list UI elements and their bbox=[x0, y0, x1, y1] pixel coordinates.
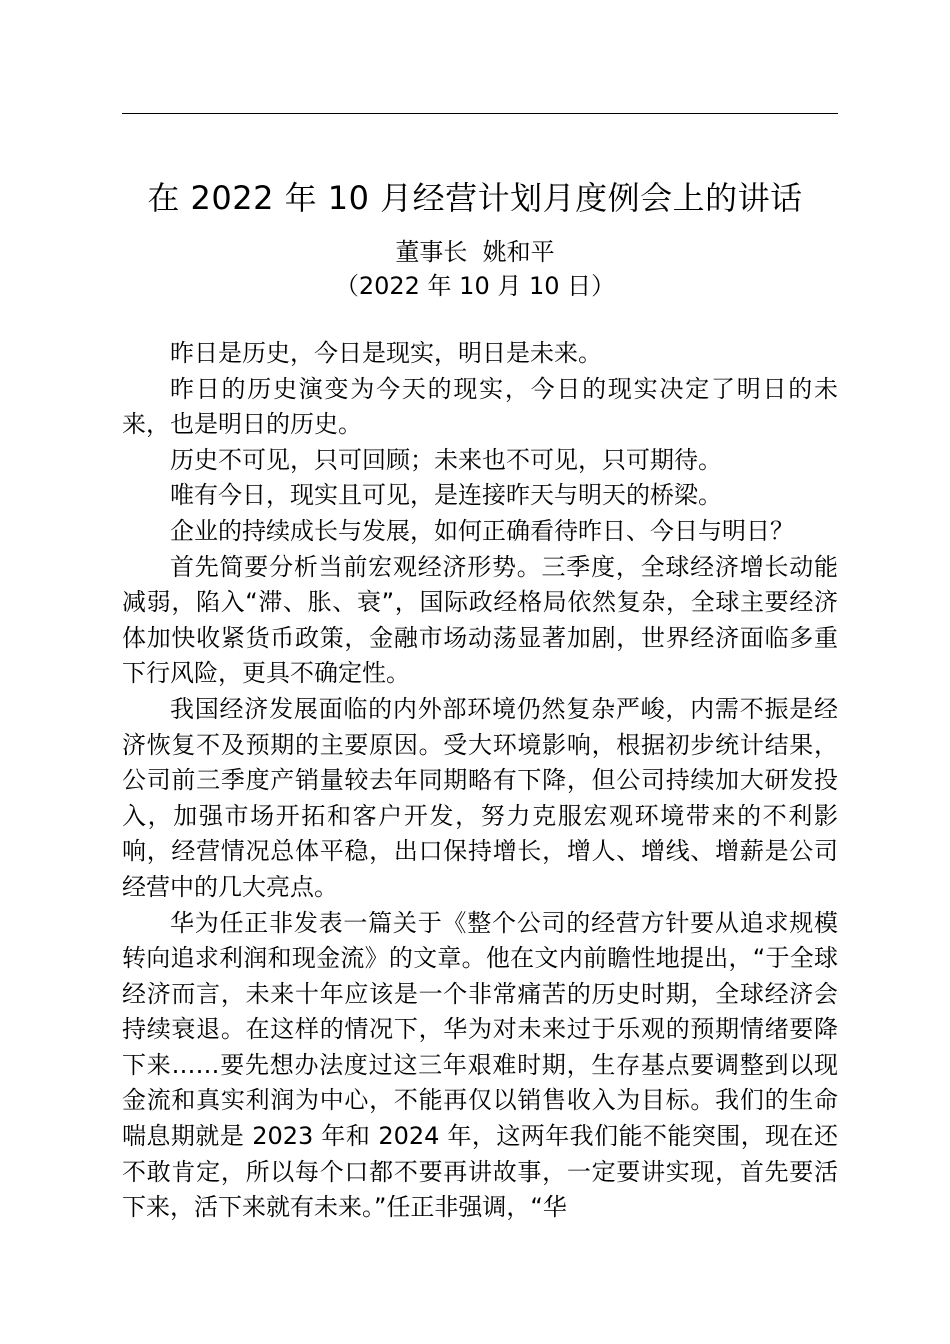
document-date: （2022 年 10 月 10 日） bbox=[334, 272, 616, 300]
paragraph: 唯有今日，现实且可见，是连接昨天与明天的桥梁。 bbox=[170, 481, 722, 510]
paragraph: 历史不可见，只可回顾；未来也不可见，只可期待。 bbox=[170, 445, 722, 474]
paragraph: 企业的持续成长与发展，如何正确看待昨日、今日与明日？ bbox=[170, 516, 794, 545]
paragraph: 我国经济发展面临的内外部环境仍然复杂严峻，内需不振是经济恢复不及预期的主要原因。受大环境影响，根据初步统计结果，公司前三季度产销量较去年同期略有下降，但公司持续加大研发投入，加强市场开拓和客户开发，努力克服宏观环境带来的不利影响，经营情况总体平稳，出口保持增长，增人、增线、增薪是公司经营中的几大亮点。 bbox=[122, 694, 838, 901]
header-rule bbox=[122, 113, 838, 114]
paragraph: 首先简要分析当前宏观经济形势。三季度，全球经济增长动能减弱，陷入“滞、胀、衰”，国际政经格局依然复杂，全球主要经济体加快收紧货币政策，金融市场动荡显著加剧，世界经济面临多重下行风险，更具不确定性。 bbox=[122, 552, 838, 688]
document-author: 董事长 姚和平 bbox=[395, 238, 555, 266]
document-body bbox=[122, 336, 838, 1226]
document-title: 在 2022 年 10 月经营计划月度例会上的讲话 bbox=[147, 179, 803, 217]
paragraph: 昨日的历史演变为今天的现实，今日的现实决定了明日的未来，也是明日的历史。 bbox=[122, 374, 838, 439]
paragraph: 昨日是历史，今日是现实，明日是未来。 bbox=[170, 339, 602, 367]
paragraph: 华为任正非发表一篇关于《整个公司的经营方针要从追求规模转向追求利润和现金流》的文章。他在文内前瞻性地提出，“于全球经济而言，未来十年应该是一个非常痛苦的历史时期，全球经济会持续衰退。在这样的情况下，华为对未来过于乐观的预期情绪要降下来……要先想办法度过这三年艰难时期，生存基点要调整到以现金流和真实利润为中心，不能再仅以销售收入为目标。我们的生命喘息期就是 2023 年和 2024 年，这两年我们能不能突围，现在还不敢肯定，所以每个口都不要再讲故事，一定要讲实现，首先要活下来，活下来就有未来。”任正非强调，“华 bbox=[122, 908, 838, 1222]
